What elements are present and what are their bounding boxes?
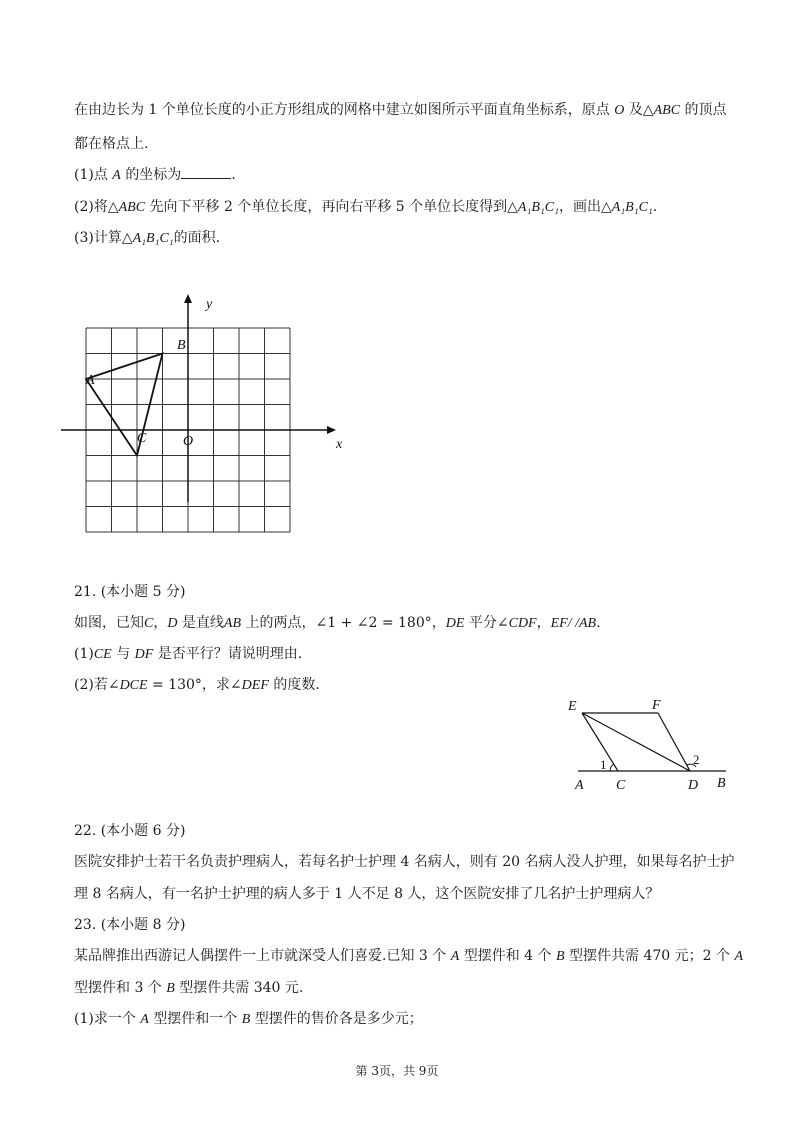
origin-label: O (183, 434, 194, 449)
q22-header: 22. (本小题 6 分) (74, 823, 186, 839)
y-axis-label: y (206, 297, 213, 312)
q21-stem: 如图，已知C，D 是直线AB 上的两点，∠1 + ∠2 = 180°，DE 平分∠CDF，EF/ /AB. (74, 615, 601, 631)
coordinate-grid-figure (60, 290, 360, 575)
q23-header: 23. (本小题 8 分) (74, 917, 186, 933)
q23-part1: (1)求一个 A 型摆件和一个 B 型摆件的售价各是多少元； (74, 1011, 423, 1027)
q23-line2: 型摆件和 3 个 B 型摆件共需 340 元. (74, 980, 304, 996)
point-a-label: A (575, 778, 584, 793)
axes (61, 294, 336, 502)
q21-header: 21. (本小题 5 分) (74, 584, 186, 600)
q20-intro-line2: 都在格点上. (74, 136, 149, 152)
angle-1-arc (610, 764, 614, 771)
x-axis-label: x (336, 437, 343, 452)
q21-part2: (2)若∠DCE = 130°，求∠DEF 的度数. (74, 677, 320, 693)
point-c-label: C (137, 431, 147, 446)
x-axis-arrow (327, 426, 336, 434)
point-f-label: F (652, 698, 661, 713)
q21-part1: (1)CE 与 DF 是否平行？请说明理由. (74, 646, 303, 662)
angle-2-label: 2 (693, 752, 700, 767)
point-a-label: A (86, 373, 95, 388)
q22-line1: 医院安排护士若干名负责护理病人，若每名护士护理 4 名病人，则有 20 名病人没人护理，如果每名护士护 (74, 854, 735, 870)
q20-part2: (2)将△ABC 先向下平移 2 个单位长度，再向右平移 5 个单位长度得到△A₁B₁C₁，画出△A₁B₁C₁. (74, 199, 658, 215)
y-axis-arrow (184, 294, 192, 303)
answer-blank (181, 166, 231, 179)
angle-1-label: 1 (600, 757, 607, 772)
point-e-label: E (568, 699, 577, 714)
point-b-label: B (717, 776, 726, 791)
q23-line1: 某品牌推出西游记人偶摆件一上市就深受人们喜爱.已知 3 个 A 型摆件和 4 个 B 型摆件共需 470 元；2 个 A (74, 948, 744, 964)
q20-part1: (1)点 A 的坐标为 . (74, 167, 236, 183)
point-d-label: D (688, 778, 699, 793)
q22-line2: 理 8 名病人，有一名护士护理的病人多于 1 人不足 8 人，这个医院安排了几名护士护理病人？ (74, 886, 660, 902)
q20-part3: (3)计算△A₁B₁C₁的面积. (74, 230, 221, 246)
point-b-label: B (177, 338, 186, 353)
page-footer: 第 3页，共 9页 (355, 1064, 439, 1078)
q20-intro-line1: 在由边长为 1 个单位长度的小正方形组成的网格中建立如图所示平面直角坐标系，原点 O 及△ABC 的顶点 (74, 102, 727, 118)
parallelogram-figure (560, 695, 750, 795)
point-c-label: C (616, 778, 626, 793)
